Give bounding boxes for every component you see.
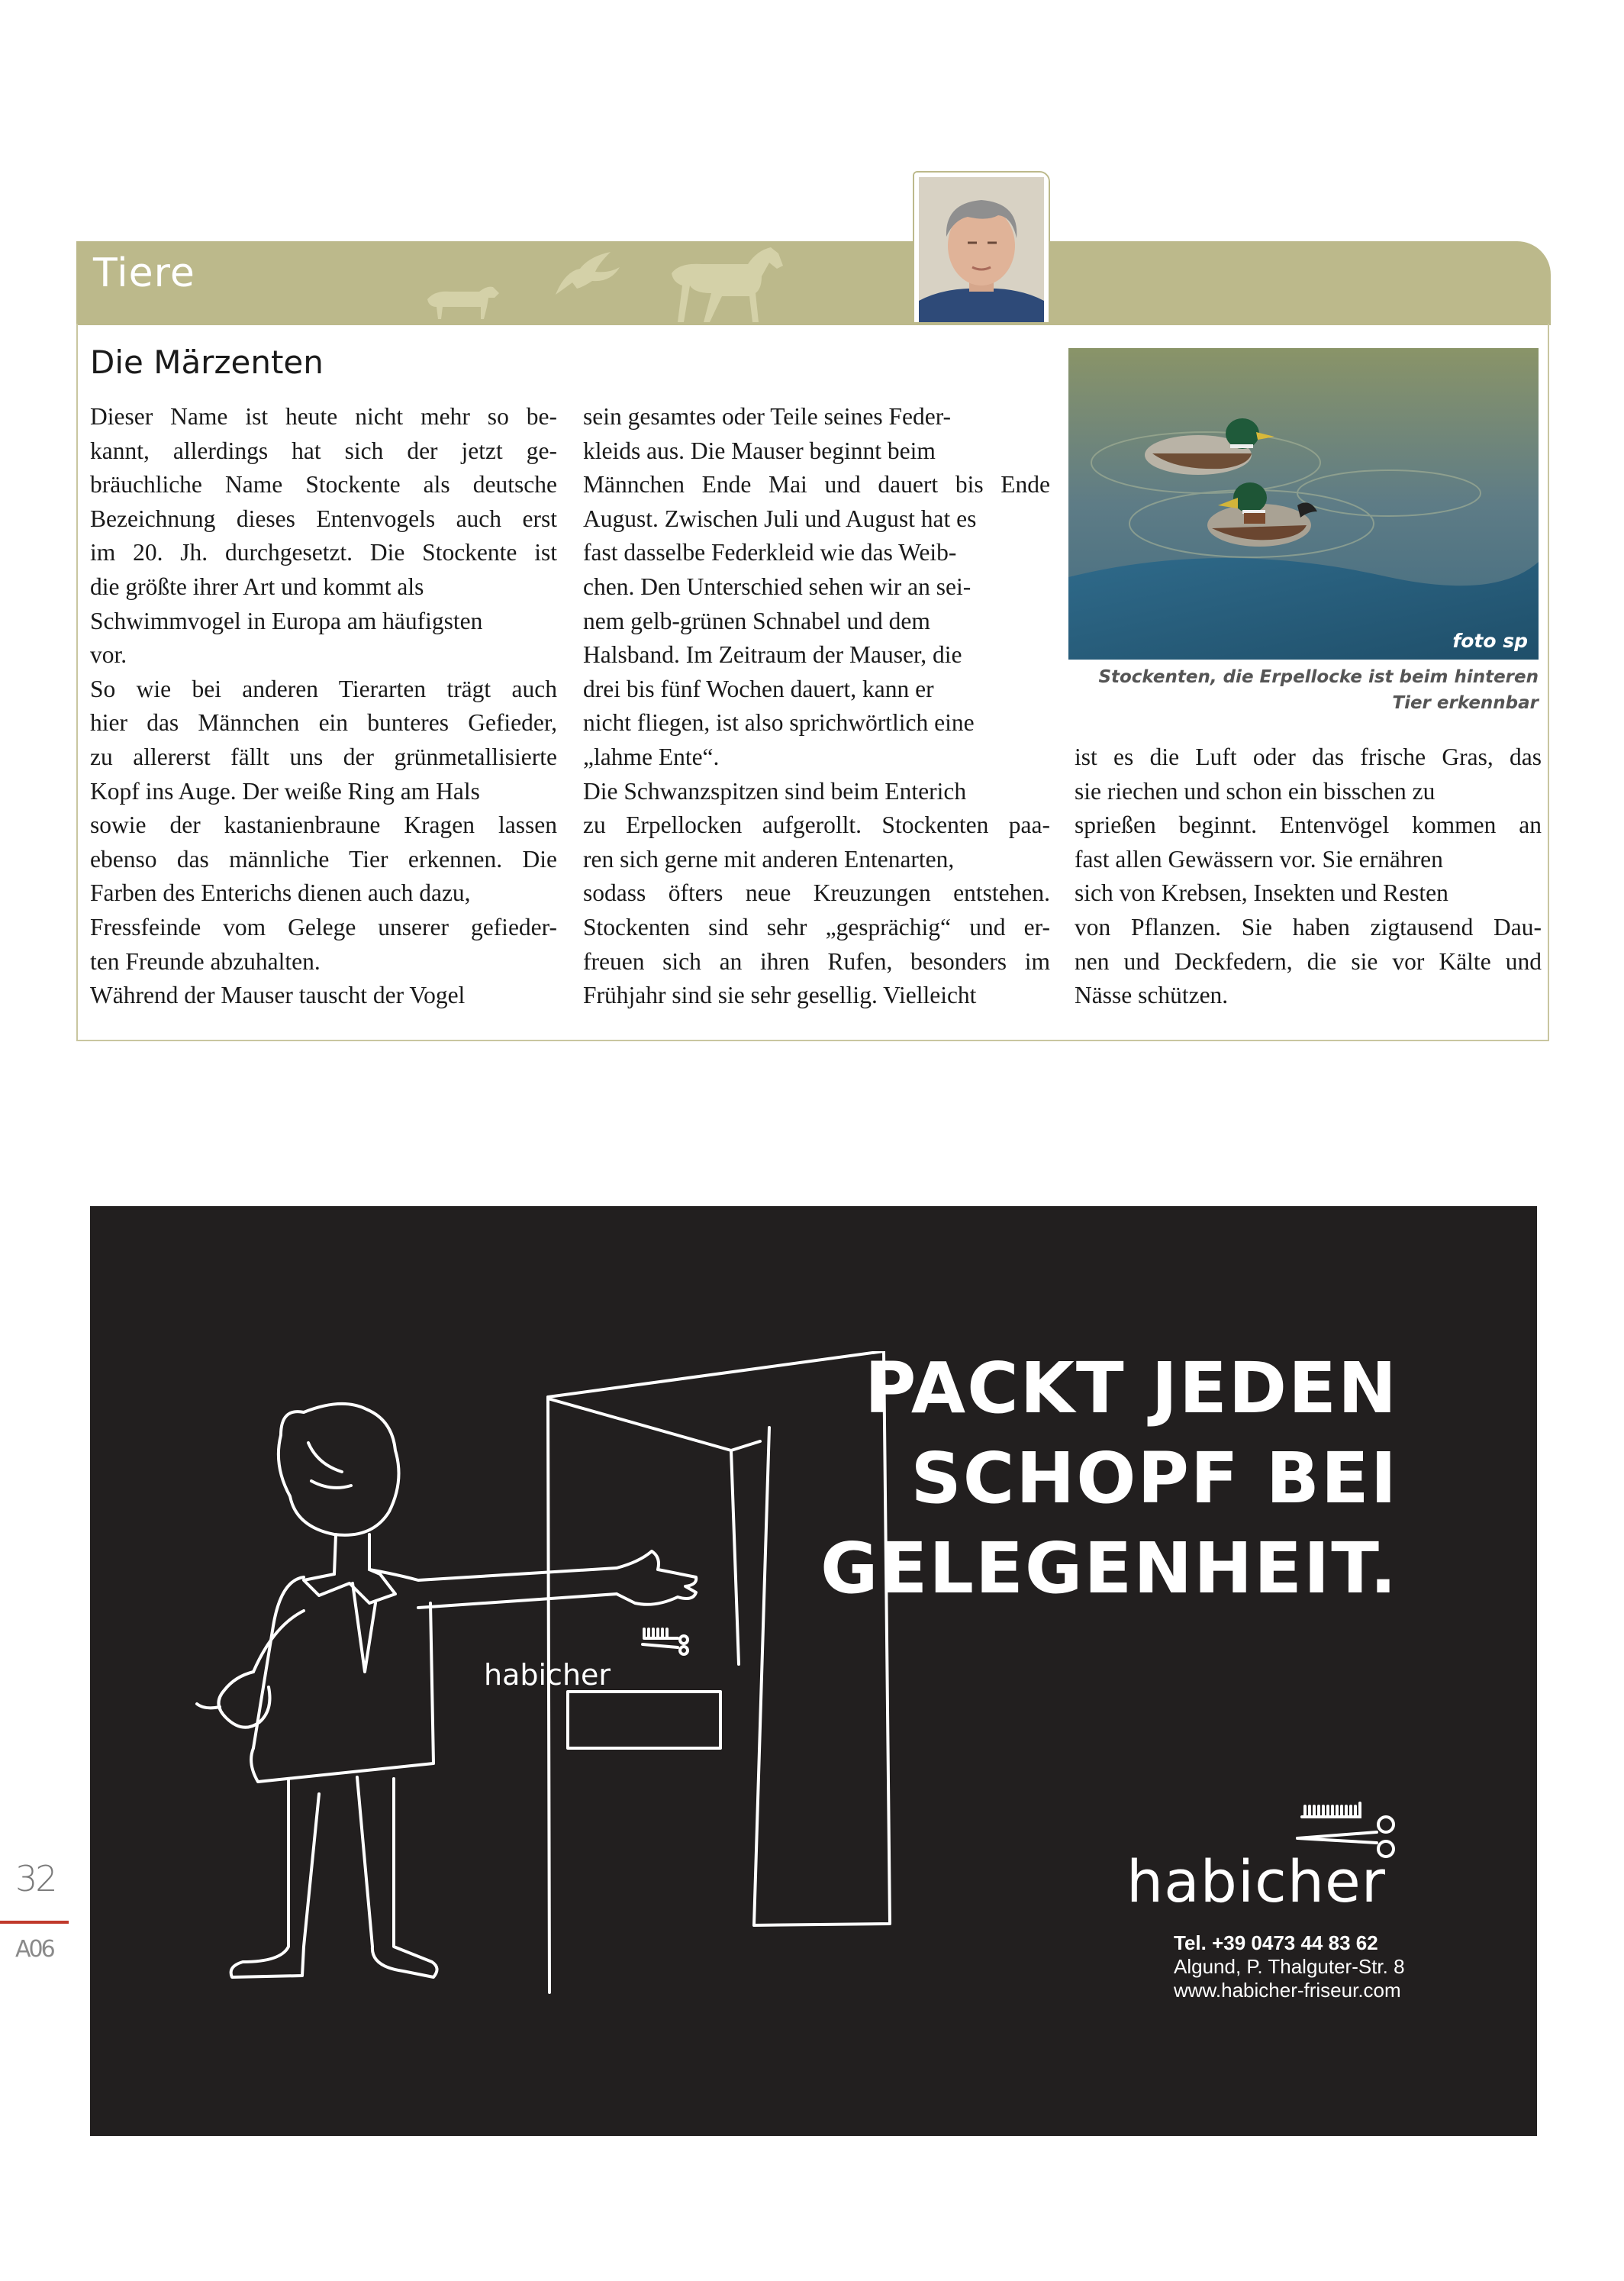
horse-icon — [664, 243, 786, 325]
section-title: Tiere — [93, 250, 195, 296]
text-line: kleids aus. Die Mauser beginnt beim — [583, 437, 936, 464]
text-line: fast allen Gewässern vor. Sie ernähren — [1075, 845, 1443, 873]
text-line: von Pflanzen. Sie haben zigtausend Dau- — [1075, 913, 1542, 940]
text-line: chen. Den Unterschied sehen wir an sei- — [583, 573, 972, 600]
text-line: im 20. Jh. durchgesetzt. Die Stockente ist — [90, 539, 557, 566]
text-line: nicht fliegen, ist also sprichwörtlich eine — [583, 709, 975, 737]
text-line: Männchen Ende Mai und dauert bis Ende — [583, 471, 1050, 498]
photo-credit: foto sp — [1452, 630, 1528, 652]
text-line: kannt, allerdings hat sich der jetzt ge- — [90, 437, 557, 464]
text-line: hier das Männchen ein bunteres Gefieder, — [90, 709, 557, 737]
text-line: zu allererst fällt uns der grünmetallisierte — [90, 743, 557, 770]
text-line: Schwimmvogel in Europa am häufigsten — [90, 607, 483, 634]
brand-logo-text: habicher — [1126, 1847, 1386, 1915]
text-line: vor. — [90, 641, 127, 669]
page-code: A06 — [15, 1936, 53, 1963]
bird-icon — [549, 249, 626, 302]
contact-block — [1174, 1931, 1487, 2002]
photo-caption: Stockenten, die Erpellocke ist beim hinteren Tier erkennbar — [1098, 667, 1539, 713]
ad-headline-line: PACKT JEDEN — [864, 1347, 1398, 1429]
ad-headline — [820, 1344, 1398, 1614]
text-line: die größte ihrer Art und kommt als — [90, 573, 424, 600]
page-divider — [0, 1921, 69, 1924]
text-line: Dieser Name ist heute nicht mehr so be- — [90, 403, 557, 430]
text-line: ren sich gerne mit anderen Entenarten, — [583, 845, 955, 873]
text-line: So wie bei anderen Tierarten trägt auch — [90, 675, 557, 702]
section-band — [76, 241, 1551, 325]
text-line: Farben des Enterichs dienen auch dazu, — [90, 879, 471, 907]
dachshund-icon — [420, 276, 504, 322]
text-line: sich von Krebsen, Insekten und Resten — [1075, 879, 1448, 907]
text-line: Die Schwanzspitzen sind beim Enterich — [583, 777, 967, 805]
page-number: 32 — [15, 1858, 56, 1899]
article-column-1 — [90, 400, 557, 1013]
text-line: sowie der kastanienbraune Kragen lassen — [90, 811, 557, 839]
ad-headline-line: SCHOPF BEI — [910, 1437, 1398, 1519]
text-line: „lahme Ente“. — [583, 743, 720, 770]
text-line: Halsband. Im Zeitraum der Mauser, die — [583, 641, 962, 669]
text-line: sprießen beginnt. Entenvögel kommen an — [1075, 811, 1542, 839]
website-link[interactable]: www.habicher-friseur.com — [1174, 1979, 1401, 2002]
address: Algund, P. Thalguter-Str. 8 — [1174, 1955, 1405, 1978]
text-line: Bezeichnung dieses Entenvogels auch erst — [90, 505, 557, 532]
ad-headline-line: GELEGENHEIT. — [820, 1528, 1398, 1609]
text-line: freuen sich an ihren Rufen, besonders im — [583, 947, 1050, 975]
phone-number: Tel. +39 0473 44 83 62 — [1174, 1931, 1378, 1954]
text-line: zu Erpellocken aufgerollt. Stockenten paa- — [583, 811, 1050, 839]
text-line: Stockenten sind sehr „gesprächig“ und er- — [583, 913, 1050, 940]
text-line: sie riechen und schon ein bisschen zu — [1075, 777, 1436, 805]
text-line: ebenso das männliche Tier erkennen. Die — [90, 845, 557, 873]
door-brand-label: habicher — [484, 1658, 611, 1692]
text-line: Fressfeinde vom Gelege unserer gefieder- — [90, 913, 557, 940]
text-line: sein gesamtes oder Teile seines Feder- — [583, 403, 952, 430]
article-column-3 — [1075, 740, 1542, 1013]
text-line: Nässe schützen. — [1075, 982, 1229, 1009]
text-line: Frühjahr sind sie sehr gesellig. Vielleicht — [583, 982, 977, 1009]
text-line: Kopf ins Auge. Der weiße Ring am Hals — [90, 777, 480, 805]
text-line: ten Freunde abzuhalten. — [90, 947, 321, 975]
text-line: nen und Deckfedern, die sie vor Kälte und — [1075, 947, 1542, 975]
article-headline: Die Märzenten — [90, 344, 324, 381]
text-line: Während der Mauser tauscht der Vogel — [90, 982, 466, 1009]
article-column-2 — [583, 400, 1050, 1013]
author-portrait — [913, 171, 1050, 324]
text-line: bräuchliche Name Stockente als deutsche — [90, 471, 557, 498]
duck-photo — [1068, 348, 1539, 660]
advertisement — [90, 1206, 1537, 2136]
text-line: drei bis fünf Wochen dauert, kann er — [583, 675, 934, 702]
text-line: nem gelb-grünen Schnabel und dem — [583, 607, 930, 634]
text-line: ist es die Luft oder das frische Gras, das — [1075, 744, 1542, 770]
hairdresser-illustration — [189, 1351, 922, 2115]
text-line: August. Zwischen Juli und August hat es — [583, 505, 977, 532]
text-line: fast dasselbe Federkleid wie das Weib- — [583, 539, 957, 566]
text-line: sodass öfters neue Kreuzungen entstehen. — [583, 879, 1050, 907]
